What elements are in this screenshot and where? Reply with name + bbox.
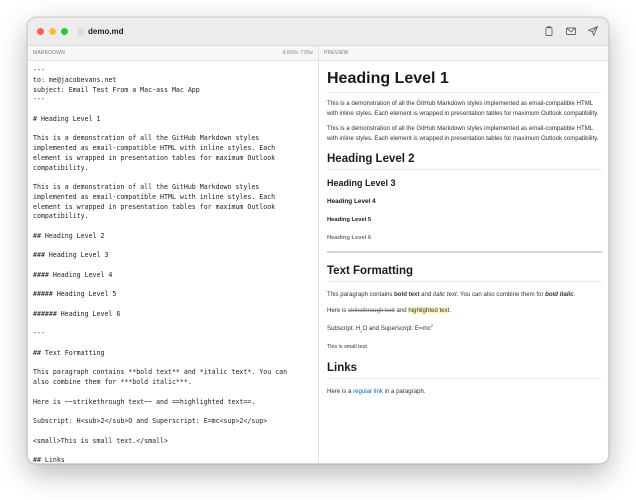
zoom-button[interactable] bbox=[61, 28, 68, 35]
editor-line: ##### Heading Level 5 bbox=[33, 290, 117, 299]
editor-line: implemented as email-compatible HTML with inline styles. Each bbox=[33, 144, 276, 152]
editor-line bbox=[33, 105, 312, 115]
close-button[interactable] bbox=[37, 28, 44, 35]
highlighted-text: highlighted text bbox=[408, 306, 450, 314]
editor-line: ## Text Formatting bbox=[33, 348, 105, 357]
preview-pane-label: PREVIEW bbox=[324, 50, 349, 56]
editor-line: This paragraph contains **bold text** and *italic text*. You can bbox=[33, 368, 288, 377]
preview-paragraph-2: This is a demonstration of all the GitHub Markdown styles implemented as email-compatible HTML with inline styles. Each element is wrapped in presentation tables for maximum Outlook compatibility. bbox=[327, 125, 599, 142]
editor-line bbox=[33, 407, 312, 417]
editor-line bbox=[33, 427, 312, 437]
editor-line: element is wrapped in presentation tables for maximum Outlook bbox=[33, 153, 276, 162]
editor-line bbox=[33, 261, 312, 271]
editor-line: This is a demonstration of all the GitHub Markdown styles bbox=[33, 183, 260, 191]
strikethrough-text: strikethrough text bbox=[348, 306, 395, 314]
superscript: 2 bbox=[430, 323, 433, 328]
text-run: This paragraph contains bbox=[327, 291, 395, 298]
bold-italic-text: bold italic bbox=[545, 291, 574, 298]
text-run: in a paragraph. bbox=[382, 388, 426, 396]
minimize-button[interactable] bbox=[49, 28, 56, 35]
horizontal-rule bbox=[327, 251, 602, 253]
italic-text: italic text bbox=[433, 291, 457, 298]
toolbar-actions bbox=[543, 24, 599, 36]
preview-h4: Heading Level 4 bbox=[327, 198, 376, 205]
app-window bbox=[27, 17, 609, 464]
mail-icon[interactable] bbox=[565, 24, 577, 36]
text-run: Subscript: H bbox=[327, 325, 361, 333]
regular-link[interactable]: regular link bbox=[353, 388, 383, 396]
window-controls bbox=[37, 28, 68, 35]
send-icon[interactable] bbox=[587, 24, 599, 36]
text-run: and bbox=[419, 291, 434, 298]
editor-line bbox=[33, 281, 312, 291]
preview-h5: Heading Level 5 bbox=[327, 217, 372, 223]
preview-h6: Heading Level 6 bbox=[327, 235, 372, 241]
preview-h2: Heading Level 2 bbox=[327, 153, 602, 170]
editor-line: #### Heading Level 4 bbox=[33, 270, 113, 279]
editor-line: ###### Heading Level 6 bbox=[33, 309, 121, 318]
title-bar bbox=[28, 18, 608, 46]
editor-line bbox=[33, 359, 312, 369]
window-title: demo.md bbox=[88, 27, 124, 36]
editor-line bbox=[33, 446, 312, 456]
text-run: . bbox=[449, 306, 452, 314]
editor-line: Here is ~~strikethrough text~~ and ==highlighted text==. bbox=[33, 397, 256, 406]
editor-line: element is wrapped in presentation tables for maximum Outlook bbox=[33, 202, 276, 211]
text-run: and bbox=[394, 306, 409, 314]
small-text-paragraph bbox=[327, 342, 602, 353]
small-text: This is small text. bbox=[327, 343, 369, 350]
preview-paragraph-1: This is a demonstration of all the GitHub Markdown styles implemented as email-compatible HTML with inline styles. Each element is wrapped in presentation tables for maximum Outlook compatibility. bbox=[327, 100, 599, 117]
preview-h3: Heading Level 3 bbox=[327, 178, 396, 188]
markdown-pane-label: MARKDOWN bbox=[33, 50, 65, 56]
text-run: . You can also combine them for bbox=[456, 291, 546, 298]
text-run: . bbox=[573, 291, 576, 298]
editor-line: ### Heading Level 3 bbox=[33, 251, 109, 260]
formatting-paragraph bbox=[327, 290, 602, 300]
markdown-pane-header bbox=[28, 46, 318, 61]
character-word-count: 4,890c 728w bbox=[282, 50, 313, 56]
preview-h1: Heading Level 1 bbox=[327, 70, 602, 93]
editor-line: compatibility. bbox=[33, 212, 89, 221]
editor-line: This is a demonstration of all the GitHub Markdown styles bbox=[33, 134, 260, 143]
strike-highlight-paragraph bbox=[327, 306, 602, 316]
preview-pane bbox=[319, 62, 609, 464]
preview-pane-header bbox=[319, 46, 609, 61]
links-heading: Links bbox=[327, 362, 602, 379]
editor-line: also combine them for ***bold italic***. bbox=[33, 378, 192, 386]
text-run: Here is bbox=[327, 306, 348, 314]
bold-text: bold text bbox=[394, 291, 420, 298]
text-run: O and Superscript: E=mc bbox=[362, 325, 431, 333]
text-run: Here is a bbox=[327, 388, 354, 396]
editor-line bbox=[33, 339, 312, 349]
sub-sup-paragraph bbox=[327, 321, 602, 336]
subscript: 2 bbox=[360, 328, 363, 334]
editor-line bbox=[33, 222, 312, 232]
editor-line: --- bbox=[33, 66, 45, 74]
editor-line: ## Links bbox=[33, 456, 65, 464]
editor-line bbox=[33, 388, 312, 398]
editor-line: compatibility. bbox=[33, 163, 89, 172]
editor-line bbox=[33, 242, 312, 252]
markdown-editor[interactable] bbox=[28, 62, 318, 464]
editor-line bbox=[33, 125, 312, 135]
copy-icon[interactable] bbox=[543, 24, 555, 36]
editor-line: # Heading Level 1 bbox=[33, 114, 101, 123]
editor-line: --- bbox=[33, 95, 45, 104]
text-formatting-heading: Text Formatting bbox=[327, 265, 602, 282]
editor-line: implemented as email-compatible HTML with inline styles. Each bbox=[33, 192, 276, 201]
links-paragraph bbox=[327, 387, 602, 397]
editor-line: to: me@jacobevans.net bbox=[33, 75, 117, 84]
editor-line bbox=[33, 173, 312, 183]
editor-line: <small>This is small text.</small> bbox=[33, 436, 168, 445]
editor-line bbox=[33, 320, 312, 330]
editor-line: Subscript: H<sub>2</sub>O and Superscript: E=mc<sup>2</sup> bbox=[33, 417, 268, 425]
editor-line bbox=[33, 300, 312, 310]
editor-line: ## Heading Level 2 bbox=[33, 231, 105, 240]
document-icon bbox=[78, 28, 84, 36]
editor-line: --- bbox=[33, 329, 45, 338]
editor-line: subject: Email Test From a Mac-ass Mac App bbox=[33, 85, 200, 94]
